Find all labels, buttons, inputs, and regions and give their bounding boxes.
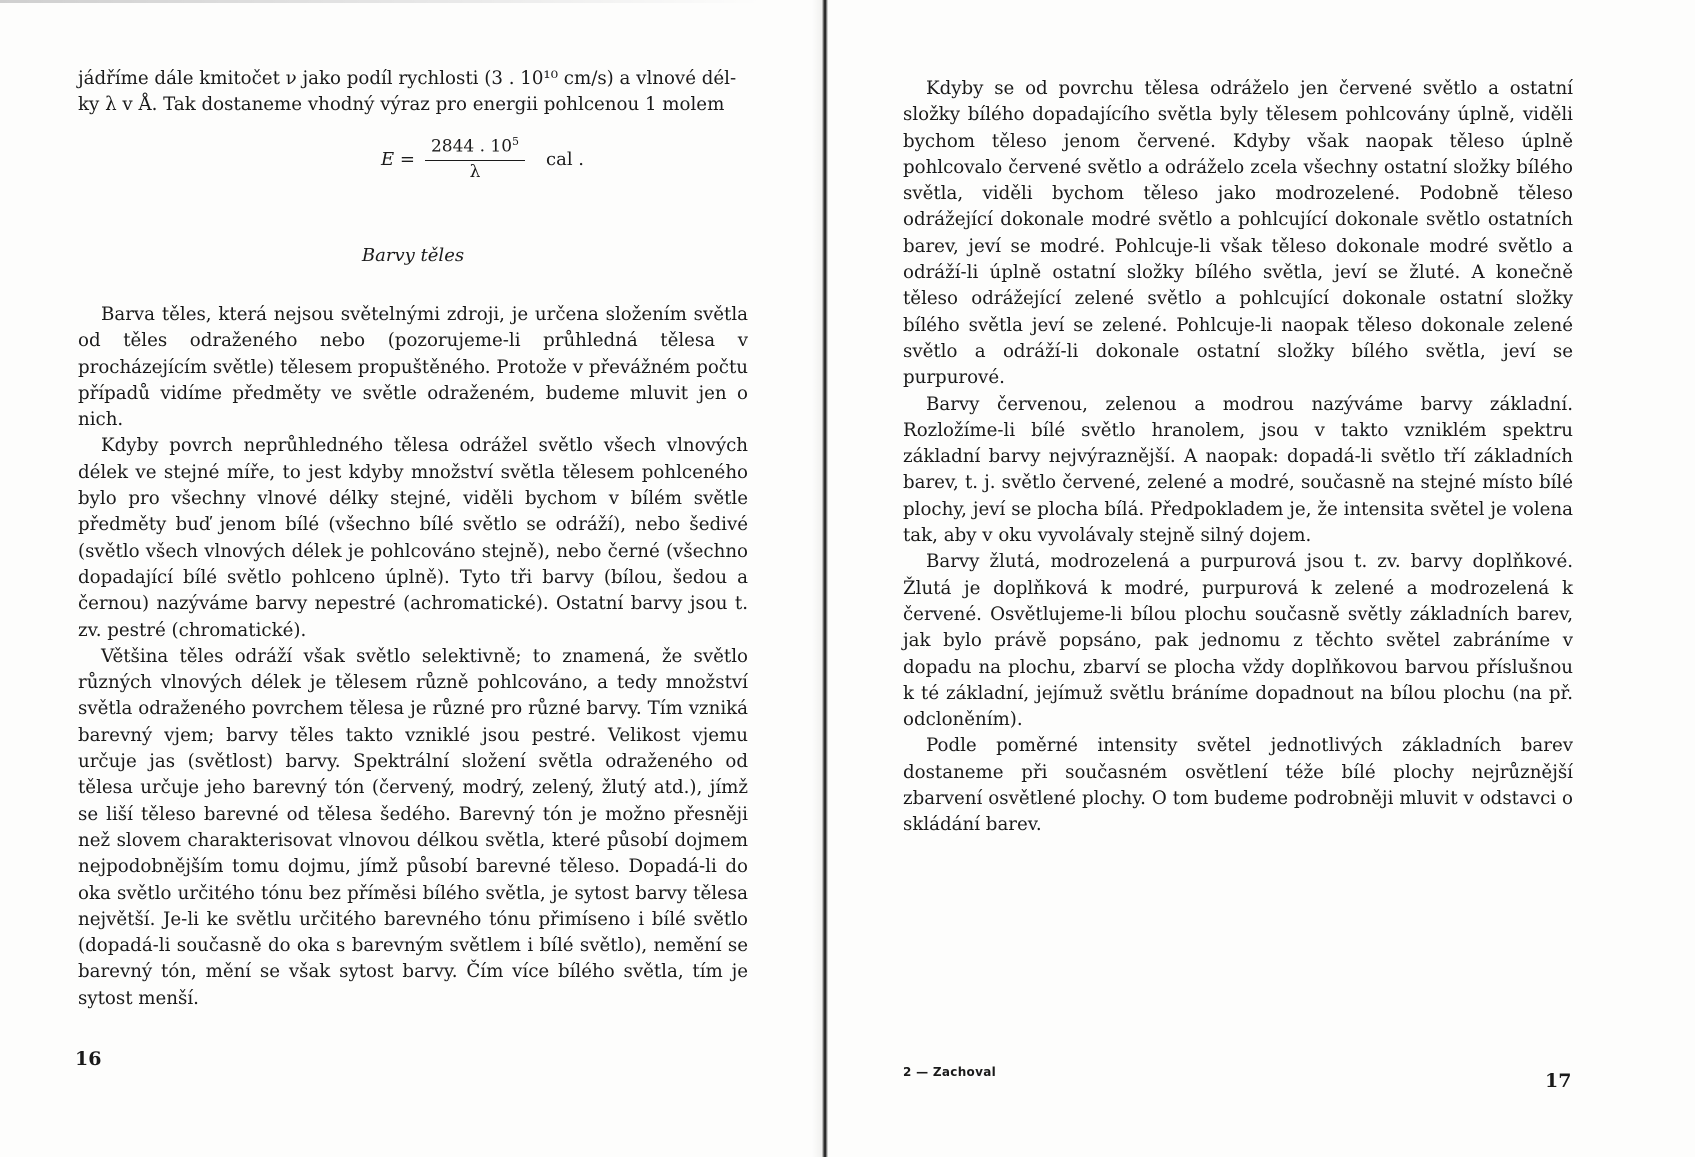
right-body [903,76,1573,839]
section-title: Barvy těles [361,245,465,266]
formula-fraction [425,132,525,183]
page-number-left: 16 [75,1048,102,1070]
formula-denominator: λ [469,161,481,182]
formula-numerator-exponent: 5 [512,135,520,148]
intro-line-1: jádříme dále kmitočet ν jako podíl rychlosti (3 . 10¹⁰ cm/s) a vlnové dél- [78,68,737,89]
intro-line-2: ky λ v Å. Tak dostaneme vhodný výraz pro energii pohlcenou 1 molem [78,94,725,116]
book-gutter [822,0,828,1157]
right-paragraph-1: Kdyby se od povrchu tělesa odráželo jen červené světlo a ostatní složky bílého dopadajícího světla byly tělesem pohlcovány úplně, viděli bychom těleso jenom červené. Kdyby však naopak těleso úplně pohlcovalo červené světlo a odráželo zcela všechny ostatní složky bílého světla, viděli bychom těleso jako modrozelené. Podobně těleso odrážející dokonale modré světlo a pohlcující dokonale světlo ostatních barev, jeví se modré. Pohlcuje-li však těleso dokonale modré světlo a odráží-li úplně ostatní složky bílého světla, jeví se žluté. A konečně těleso odrážející zelené světlo a pohlcující dokonale ostatní složky bílého světla jeví se zelené. Pohlcuje-li naopak těleso dokonale zelené světlo a odráží-li dokonale ostatní složky bílého světla, jeví se purpurové. [903,78,1573,389]
formula-unit: cal . [546,149,585,170]
formula-numerator-base: 2844 . 10 [430,136,513,157]
left-body [78,302,748,1012]
right-paragraph-2: Barvy červenou, zelenou a modrou nazýváme barvy základní. Rozložíme-li bílé světlo hranolem, jsou v takto vzniklém spektru základní barvy nejvýraznější. A naopak: dopadá-li světlo tří základních barev, t. j. světlo červené, zelené a modré, současně na stejné místo bílé plochy, jeví se plocha bílá. Předpokladem je, že intensita světel je volena tak, aby v oku vyvolávaly stejně silný dojem. [903,393,1573,547]
left-paragraph-1: Barva těles, která nejsou světelnými zdroji, je určena složením světla od těles odraženého nebo (pozorujeme-li průhledná tělesa v procházejícím světle) tělesem propuštěného. Protože v převážném počtu případů vidíme předměty ve světle odraženém, budeme mluvit jen o nich. [78,304,748,431]
left-intro [78,66,748,119]
page-number-right: 17 [1545,1070,1572,1092]
left-page [78,0,748,1157]
printer-signature: 2 — Zachoval [903,1065,997,1079]
left-paragraph-2: Kdyby povrch neprůhledného tělesa odrážel světlo všech vlnových délek ve stejné míře, to jest kdyby množství světla tělesem pohlceného bylo pro všechny vlnové délky stejné, viděli bychom v bílém světle předměty buď jenom bílé (všechno bílé světlo se odráží), nebo šedivé (světlo všech vlnových délek je pohlcováno stejně), nebo černé (všechno dopadající bílé světlo pohlceno úplně). Tyto tři barvy (bílou, šedou a černou) nazýváme barvy nepestré (achromatické). Ostatní barvy jsou t. zv. pestré (chromatické). [78,435,748,641]
right-paragraph-3: Barvy žlutá, modrozelená a purpurová jsou t. zv. barvy doplňkové. Žlutá je doplňková k modré, purpurová k zelené a modrozelená k červené. Osvětlujeme-li bílou plochu současně světly základních barev, jak bylo právě popsáno, pak jednomu z těchto světel zabráníme v dopadu na plochu, zbarví se plocha vždy doplňkovou barvou příslušnou k té základní, jejímuž světlu bráníme dopadnout na bílou plochu (na př. odcloněním). [903,551,1573,731]
formula-numerator [425,132,525,161]
right-page [903,0,1573,1157]
energy-formula [303,132,603,192]
left-paragraph-3: Většina těles odráží však světlo selektivně; to znamená, že světlo různých vlnových délek je tělesem různě pohlcováno, a tedy množství světla odraženého povrchem tělesa je různé pro různé barvy. Tím vzniká barevný vjem; barvy těles takto vzniklé jsou pestré. Velikost vjemu určuje jas (světlost) barvy. Spektrální složení světla odraženého od tělesa určuje jeho barevný tón (červený, modrý, zelený, žlutý atd.), jímž se liší těleso barevné od tělesa šedého. Barevný tón je možno přesněji než slovem charakterisovat vlnovou délkou světla, které působí dojmem nejpodobnějším tomu dojmu, jímž působí barevné těleso. Dopadá-li do oka světlo určitého tónu bez příměsi bílého světla, je sytost barvy tělesa největší. Je-li ke světlu určitého barevného tónu přimíseno i bílé světlo (dopadá-li současně do oka s barevným světlem i bílé světlo), nemění se barevný tón, mění se však sytost barvy. Čím více bílého světla, tím je sytost menší. [78,645,748,1009]
gutter-shadow [812,0,822,1157]
formula-lhs: E = [381,149,415,170]
right-paragraph-4: Podle poměrné intensity světel jednotlivých základních barev dostaneme při současném osvětlení téže bílé plochy nejrůznější zbarvení osvětlené plochy. O tom budeme podrobněji mluvit v odstavci o skládání barev. [903,735,1573,836]
